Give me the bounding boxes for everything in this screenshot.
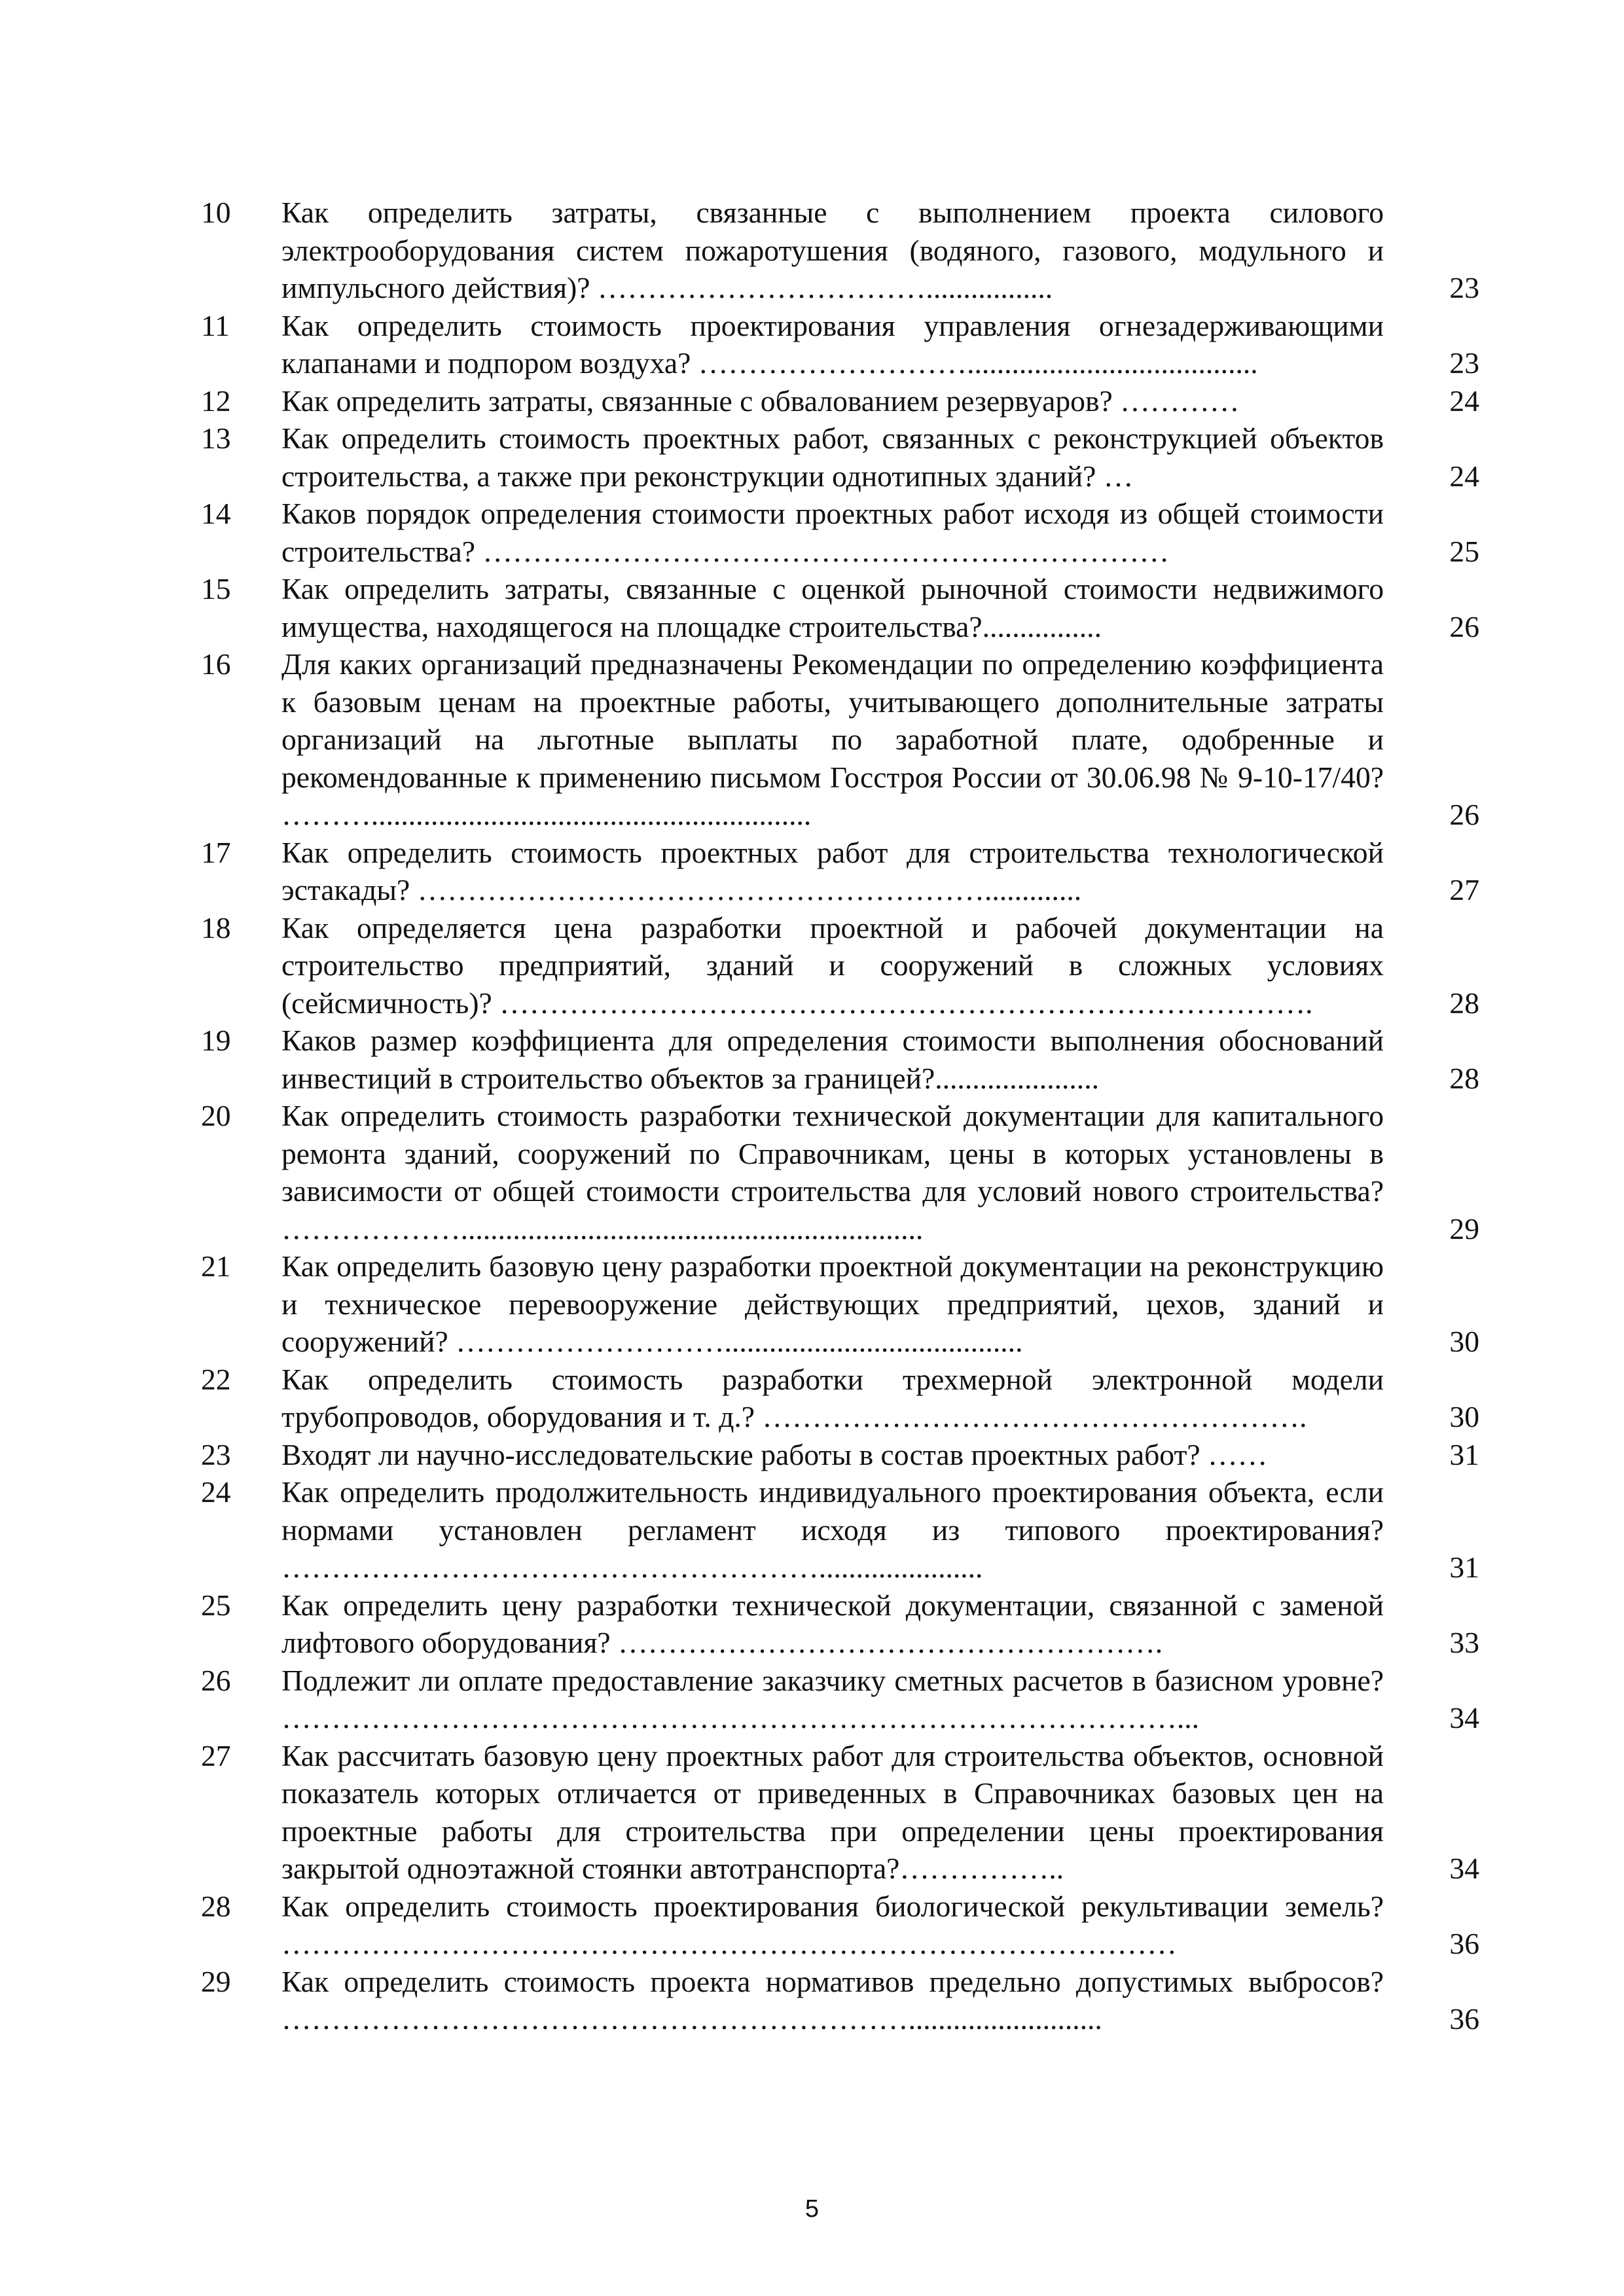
entry-page-number: 27	[1449, 873, 1479, 906]
entry-question: Как определить стоимость проекта нормативов предельно допустимых выбросов? ………………………………………………………..........................	[281, 1964, 1384, 2036]
toc-entry	[196, 1963, 1479, 2038]
toc-entry	[196, 1097, 1479, 1247]
entry-number: 25	[201, 1588, 231, 1622]
entry-number: 23	[201, 1437, 231, 1471]
toc-entry	[196, 1247, 1479, 1361]
toc-entry	[196, 194, 1479, 307]
entry-page-number: 34	[1449, 1852, 1479, 1885]
entry-page-number: 25	[1449, 534, 1479, 568]
entry-page-number: 31	[1449, 1551, 1479, 1584]
entry-question: Подлежит ли оплате предоставление заказчику сметных расчетов в базисном уровне? ………………………………………………………………………………...	[281, 1663, 1384, 1734]
table-of-contents	[196, 194, 1479, 2038]
entry-question: Как определить стоимость проектных работ для строительства технологической эстакады? ………………………………………………….............	[281, 835, 1384, 906]
entry-question: Как определить стоимость разработки технической документации для капитального ремонта зданий, сооружений по Справочникам, цены в которых установлены в зависимости от общей стоимости строительства для условий нового строительства? ………………..............................................................	[281, 1099, 1384, 1246]
entry-page-number: 36	[1449, 2002, 1479, 2036]
toc-entry	[196, 382, 1479, 420]
entry-number: 26	[201, 1663, 231, 1697]
toc-entry	[196, 834, 1479, 909]
entry-question: Как определяется цена разработки проектной и рабочей документации на строительство предприятий, зданий и сооружений в сложных условиях (сейсмичность)? ……………………………………………………………………….	[281, 910, 1384, 1020]
entry-question: Каков порядок определения стоимости проектных работ исходя из общей стоимости строительства? ……………………………………………………………	[281, 497, 1384, 568]
entry-number: 20	[201, 1099, 231, 1132]
entry-number: 15	[201, 572, 231, 605]
entry-question: Как определить стоимость проектирования биологической рекультивации земель? ………………………………………………………………………………	[281, 1889, 1384, 1960]
entry-number: 10	[201, 196, 231, 229]
entry-page-number: 34	[1449, 1701, 1479, 1734]
entry-page-number: 26	[1449, 798, 1479, 831]
entry-question: Как рассчитать базовую цену проектных работ для строительства объектов, основной показатель которых отличается от приведенных в Справочниках базовых цен на проектные работы для строительства при определении цены проектирования закрытой одноэтажной стоянки автотранспорта?……………..	[281, 1738, 1384, 1885]
entry-page-number: 30	[1449, 1325, 1479, 1358]
toc-entry	[196, 1436, 1479, 1474]
entry-question: Как определить затраты, связанные с обвалованием резервуаров? …………	[281, 384, 1240, 418]
entry-question: Как определить затраты, связанные с выполнением проекта силового электрооборудования систем пожаротушения (водяного, газового, модульного и импульсного действия)? …………………………….................	[281, 196, 1384, 304]
entry-page-number: 33	[1449, 1626, 1479, 1659]
entry-page-number: 36	[1449, 1927, 1479, 1960]
toc-entry	[196, 1361, 1479, 1436]
entry-number: 14	[201, 497, 231, 530]
toc-entry	[196, 1662, 1479, 1737]
entry-number: 17	[201, 835, 231, 869]
entry-page-number: 24	[1449, 384, 1479, 418]
toc-entry	[196, 1022, 1479, 1097]
toc-entry	[196, 307, 1479, 382]
entry-number: 16	[201, 647, 231, 681]
entry-number: 28	[201, 1889, 231, 1923]
entry-question: Для каких организаций предназначены Рекомендации по определению коэффициента к базовым ценам на проектные работы, учитывающего дополнительные затраты организаций на льготные выплаты по заработной плате, одобренные и рекомендованные к применению письмом Госстроя России от 30.06.98 № 9-10-17/40? ………...........................................................	[281, 647, 1384, 831]
toc-entry	[196, 909, 1479, 1022]
toc-entry	[196, 570, 1479, 645]
entry-number: 22	[201, 1362, 231, 1396]
entry-question: Как определить стоимость проектирования управления огнезадерживающими клапанами и подпором воздуха? ……………………….......................................	[281, 308, 1384, 380]
entry-page-number: 30	[1449, 1400, 1479, 1433]
entry-page-number: 29	[1449, 1211, 1479, 1246]
entry-question: Как определить цену разработки технической документации, связанной с заменой лифтового оборудования? ……………………………………………….	[281, 1588, 1384, 1659]
entry-page-number: 23	[1449, 346, 1479, 380]
entry-number: 29	[201, 1964, 231, 1998]
entry-number: 13	[201, 422, 231, 455]
entry-number: 18	[201, 910, 231, 944]
toc-entry	[196, 1888, 1479, 1963]
entry-page-number: 28	[1449, 1061, 1479, 1095]
page-number: 5	[804, 2195, 820, 2223]
entry-number: 11	[201, 308, 230, 342]
entry-number: 21	[201, 1249, 231, 1283]
entry-page-number: 26	[1449, 609, 1479, 643]
entry-page-number: 28	[1449, 986, 1479, 1020]
entry-question: Как определить базовую цену разработки проектной документации на реконструкцию и техническое перевооружение действующих предприятий, цехов, зданий и сооружений? ………………………........................................	[281, 1249, 1384, 1358]
entry-number: 27	[201, 1738, 231, 1772]
entry-question: Как определить затраты, связанные с оценкой рыночной стоимости недвижимого имущества, находящегося на площадке строительства?................	[281, 572, 1384, 643]
toc-entry	[196, 1587, 1479, 1662]
entry-question: Как определить стоимость проектных работ, связанных с реконструкцией объектов строительства, а также при реконструкции однотипных зданий? …	[281, 422, 1384, 493]
toc-entry	[196, 645, 1479, 834]
entry-page-number: 23	[1449, 271, 1479, 304]
toc-entry	[196, 1737, 1479, 1888]
toc-entry	[196, 420, 1479, 495]
entry-question: Как определить стоимость разработки трехмерной электронной модели трубопроводов, оборудования и т. д.? ……………………………………………….	[281, 1362, 1384, 1433]
toc-entry	[196, 1473, 1479, 1587]
entry-question: Каков размер коэффициента для определения стоимости выполнения обоснований инвестиций в строительство объектов за границей?......................	[281, 1024, 1384, 1095]
entry-number: 24	[201, 1475, 231, 1509]
entry-page-number: 31	[1449, 1437, 1479, 1471]
entry-number: 19	[201, 1024, 231, 1057]
entry-number: 12	[201, 384, 231, 418]
entry-question: Входят ли научно-исследовательские работы в состав проектных работ? ……	[281, 1437, 1268, 1471]
entry-question: Как определить продолжительность индивидуального проектирования объекта, если нормами установлен регламент исходя из типового проектирования? ………………………………………………......................	[281, 1475, 1384, 1584]
entry-page-number: 24	[1449, 459, 1479, 493]
toc-entry	[196, 495, 1479, 570]
